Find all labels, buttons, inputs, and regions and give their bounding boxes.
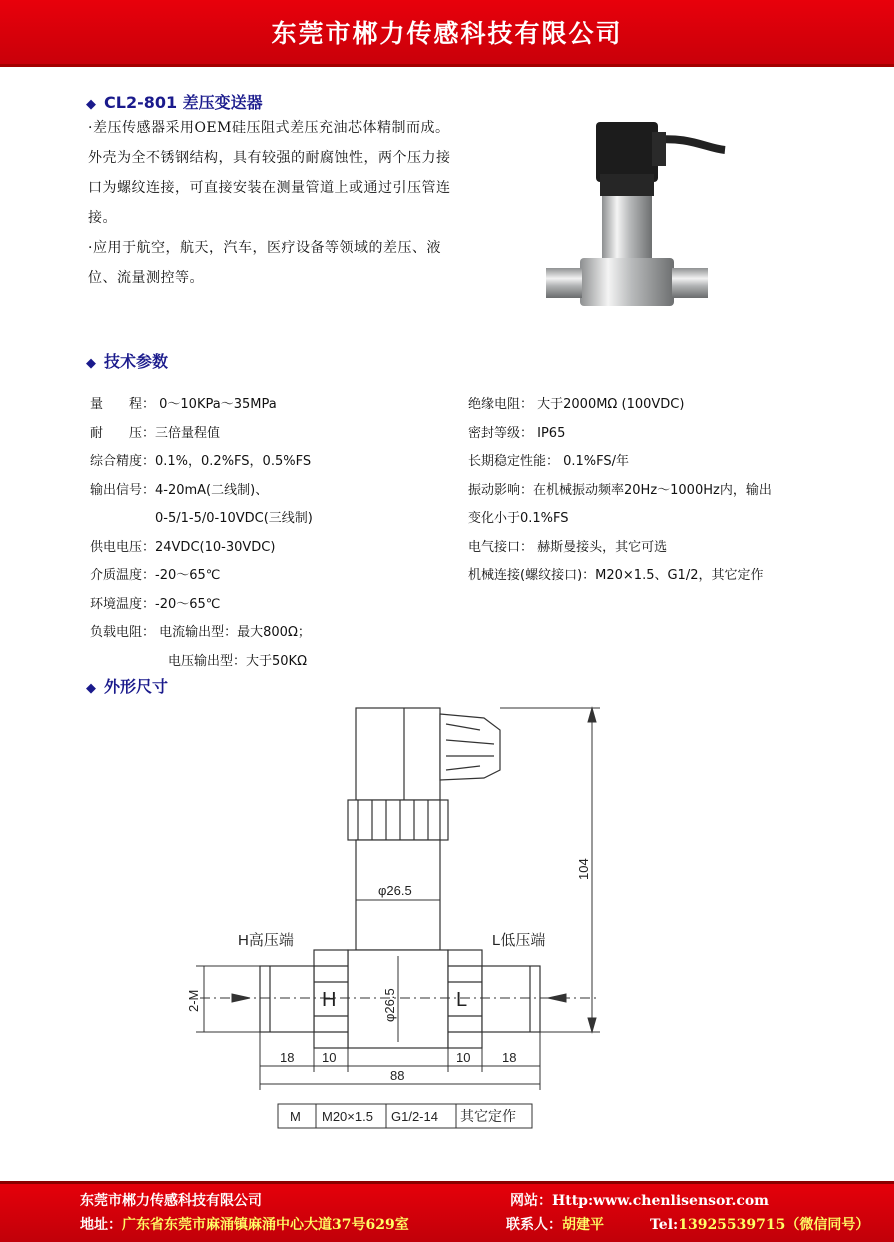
website-url[interactable]: Http:www.chenlisensor.com [552,1193,769,1209]
spec-line: 电压输出型：大于50KΩ [90,654,308,669]
spec-line: 机械连接(螺纹接口)：M20×1.5、G1/2，其它定作 [468,568,764,583]
page-footer [0,1181,894,1242]
diamond-bullet-icon: ◆ [86,356,96,371]
product-description [88,113,460,293]
dimension-drawing [0,700,894,1140]
page-header [0,0,894,67]
l-marker: L [456,989,468,1011]
tel-label: Tel: [650,1217,679,1233]
table-cell: M [290,1109,301,1124]
table-cell: M20×1.5 [322,1109,373,1124]
height-label: 104 [576,858,591,880]
dims-heading-text: 外形尺寸 [104,677,169,696]
dims-heading [86,674,168,697]
footer-contact [506,1214,604,1234]
website-label: 网站： [510,1193,552,1209]
footer-address [80,1214,409,1234]
address-label: 地址： [80,1217,122,1233]
spec-line: 耐 压：三倍量程值 [90,426,221,441]
dim-10-right: 10 [456,1050,471,1065]
thread-m-label: 2-M [186,989,201,1012]
spec-line: 负载电阻： 电流输出型：最大800Ω； [90,625,311,640]
spec-line: 输出信号：4-20mA(二线制)、 [90,483,269,498]
spec-line: 电气接口： 赫斯曼接头，其它可选 [468,540,668,555]
product-photo [540,118,740,318]
footer-website [510,1190,769,1210]
description-paragraph: ·差压传感器采用OEM硅压阻式差压充油芯体精制而成。外壳为全不锈钢结构，具有较强的耐腐蚀性，两个压力接口为螺纹连接，可直接安装在测量管道上或通过引压管连接。 [88,120,451,226]
product-heading-text: CL2-801 差压变送器 [104,93,263,112]
spec-line: 环境温度：-20～65℃ [90,597,221,612]
spec-line: 长期稳定性能： 0.1%FS/年 [468,454,630,469]
h-marker: H [322,989,337,1011]
spec-line: 介质温度：-20～65℃ [90,568,221,583]
spec-line: 振动影响：在机械振动频率20Hz～1000Hz内，输出 [468,483,772,498]
top-diameter-label: φ26.5 [378,883,412,898]
description-paragraph: ·应用于航空，航天，汽车，医疗设备等领域的差压、液位、流量测控等。 [88,240,441,286]
spec-line: 0-5/1-5/0-10VDC(三线制) [90,511,313,526]
contact-value: 胡建平 [562,1217,604,1233]
spec-line: 绝缘电阻： 大于2000MΩ (100VDC) [468,397,685,412]
table-cell: G1/2-14 [391,1109,438,1124]
spec-line: 密封等级： IP65 [468,426,566,441]
dim-18-right: 18 [502,1050,517,1065]
diamond-bullet-icon: ◆ [86,97,96,112]
dim-10-left: 10 [322,1050,337,1065]
diamond-bullet-icon: ◆ [86,681,96,696]
spec-line: 量 程： 0～10KPa～35MPa [90,397,277,412]
specs-heading [86,349,168,372]
table-cell: 其它定作 [460,1108,516,1124]
footer-tel [650,1214,869,1234]
high-port-label: H高压端 [238,932,294,949]
low-port-label: L低压端 [492,932,546,949]
contact-label: 联系人： [506,1217,562,1233]
body-diameter-label: φ26.5 [382,988,397,1022]
dim-18-left: 18 [280,1050,295,1065]
specs-heading-text: 技术参数 [104,352,169,371]
footer-company: 东莞市郴力传感科技有限公司 [80,1193,262,1209]
dim-total: 88 [390,1068,405,1083]
product-heading [86,90,263,113]
spec-line: 变化小于0.1%FS [468,511,569,526]
tel-value: 13925539715（微信同号） [678,1217,870,1233]
spec-line: 供电电压：24VDC(10-30VDC) [90,540,276,555]
spec-line: 综合精度：0.1%，0.2%FS，0.5%FS [90,454,312,469]
address-value: 广东省东莞市麻涌镇麻涌中心大道37号629室 [122,1217,409,1233]
company-title: 东莞市郴力传感科技有限公司 [271,19,623,48]
